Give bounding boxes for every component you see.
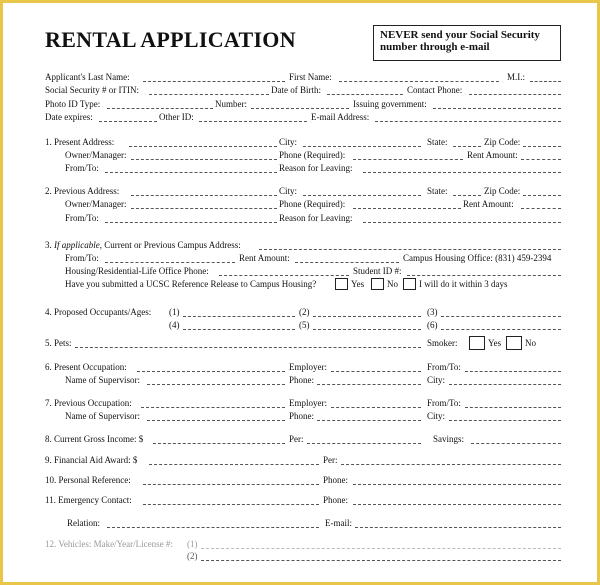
occupant-4-number: (4) [169, 320, 180, 330]
mi-field[interactable] [530, 81, 561, 82]
previous-supervisor-label: Name of Supervisor: [65, 411, 140, 421]
campus-rent-field[interactable] [295, 262, 399, 263]
mi-label: M.I.: [507, 72, 525, 82]
previous-from-to-label: From/To: [65, 213, 99, 223]
occupant-4-field[interactable] [183, 329, 295, 330]
previous-address-label: 2. Previous Address: [45, 186, 120, 196]
page-title: RENTAL APPLICATION [45, 27, 296, 52]
reference-release-question: Have you submitted a UCSC Reference Release to Campus Housing? [65, 279, 317, 289]
present-occ-city-label: City: [427, 375, 446, 385]
previous-occupation-field[interactable] [141, 407, 285, 408]
relation-label: Relation: [67, 518, 100, 528]
campus-office-phone-text: Campus Housing Office: (831) 459-2394 [403, 253, 552, 263]
previous-phone-label: Phone (Required): [279, 199, 346, 209]
previous-reason-field[interactable] [363, 222, 561, 223]
photo-id-type-field[interactable] [107, 108, 213, 109]
release-no-label: No [387, 279, 398, 289]
emergency-email-field[interactable] [355, 527, 561, 528]
emergency-phone-label: Phone: [323, 495, 349, 505]
previous-occ-city-label: City: [427, 411, 446, 421]
email-label: E-mail Address: [311, 112, 370, 122]
pets-label: 5. Pets: [45, 338, 72, 348]
occupant-6-number: (6) [427, 320, 438, 330]
reference-phone-label: Phone: [323, 475, 349, 485]
emergency-phone-field[interactable] [353, 504, 561, 505]
present-occ-from-to-field[interactable] [465, 371, 561, 372]
emergency-contact-label: 11. Emergency Contact: [45, 495, 132, 505]
smoker-no-checkbox[interactable] [506, 336, 522, 350]
other-id-field[interactable] [199, 121, 307, 122]
present-zip-field[interactable] [523, 146, 561, 147]
present-reason-label: Reason for Leaving: [279, 163, 353, 173]
present-state-label: State: [427, 137, 448, 147]
occupant-2-number: (2) [299, 307, 310, 317]
ssn-field[interactable] [149, 94, 269, 95]
savings-field[interactable] [471, 443, 561, 444]
occupant-5-number: (5) [299, 320, 310, 330]
occupant-3-field[interactable] [441, 316, 561, 317]
occupant-6-field[interactable] [441, 329, 561, 330]
previous-occ-from-to-field[interactable] [465, 407, 561, 408]
previous-occ-phone-label: Phone: [289, 411, 315, 421]
issuing-government-label: Issuing government: [353, 99, 427, 109]
occupant-1-number: (1) [169, 307, 180, 317]
present-rent-field[interactable] [521, 159, 561, 160]
present-address-field[interactable] [129, 146, 277, 147]
occupant-3-number: (3) [427, 307, 438, 317]
campus-address-field[interactable] [259, 249, 561, 250]
rental-application-page [3, 3, 597, 582]
release-yes-label: Yes [351, 279, 365, 289]
present-owner-field[interactable] [131, 159, 277, 160]
present-phone-label: Phone (Required): [279, 150, 346, 160]
present-owner-label: Owner/Manager: [65, 150, 127, 160]
campus-section-label: 3. If applicable, Current or Previous Campus Address: [45, 240, 241, 250]
dob-label: Date of Birth: [271, 85, 321, 95]
student-id-field[interactable] [407, 275, 561, 276]
present-address-label: 1. Present Address: [45, 137, 115, 147]
date-expires-label: Date expires: [45, 112, 93, 122]
previous-occupation-label: 7. Previous Occupation: [45, 398, 132, 408]
smoker-no-label: No [525, 338, 536, 348]
smoker-yes-label: Yes [488, 338, 502, 348]
previous-state-label: State: [427, 186, 448, 196]
present-reason-field[interactable] [363, 172, 561, 173]
present-rent-label: Rent Amount: [467, 150, 518, 160]
last-name-label: Applicant's Last Name: [45, 72, 130, 82]
present-employer-field[interactable] [331, 371, 421, 372]
present-from-to-field[interactable] [105, 172, 277, 173]
previous-employer-label: Employer: [289, 398, 327, 408]
previous-reason-label: Reason for Leaving: [279, 213, 353, 223]
relation-field[interactable] [107, 527, 319, 528]
occupant-2-field[interactable] [313, 316, 421, 317]
first-name-field[interactable] [339, 81, 499, 82]
id-number-field[interactable] [251, 108, 349, 109]
occupants-label: 4. Proposed Occupants/Ages: [45, 307, 152, 317]
income-per-field[interactable] [307, 443, 421, 444]
present-from-to-label: From/To: [65, 163, 99, 173]
previous-employer-field[interactable] [331, 407, 421, 408]
present-zip-label: Zip Code: [484, 137, 521, 147]
contact-phone-label: Contact Phone: [407, 85, 463, 95]
ssn-warning-box: NEVER send your Social Security number through e-mail [373, 25, 561, 61]
emergency-email-label: E-mail: [325, 518, 352, 528]
vehicle-1-field[interactable] [201, 548, 561, 549]
previous-rent-label: Rent Amount: [463, 199, 514, 209]
personal-reference-field[interactable] [143, 484, 319, 485]
vehicle-2-field[interactable] [201, 560, 561, 561]
previous-city-label: City: [279, 186, 298, 196]
present-employer-label: Employer: [289, 362, 327, 372]
first-name-label: First Name: [289, 72, 332, 82]
vehicle-2-number: (2) [187, 551, 198, 561]
previous-owner-field[interactable] [131, 208, 277, 209]
photo-id-type-label: Photo ID Type: [45, 99, 101, 109]
release-will-do-checkbox[interactable] [403, 278, 416, 290]
last-name-field[interactable] [143, 81, 285, 82]
financial-aid-label: 9. Financial Aid Award: $ [45, 455, 138, 465]
previous-zip-label: Zip Code: [484, 186, 521, 196]
present-phone-field[interactable] [353, 159, 463, 160]
smoker-yes-checkbox[interactable] [469, 336, 485, 350]
smoker-label: Smoker: [427, 338, 458, 348]
personal-reference-label: 10. Personal Reference: [45, 475, 131, 485]
pets-field[interactable] [75, 347, 421, 348]
present-occ-phone-label: Phone: [289, 375, 315, 385]
present-occupation-label: 6. Present Occupation: [45, 362, 127, 372]
present-state-field[interactable] [453, 146, 481, 147]
release-no-checkbox[interactable] [371, 278, 384, 290]
housing-office-phone-label: Housing/Residential-Life Office Phone: [65, 266, 209, 276]
present-supervisor-label: Name of Supervisor: [65, 375, 140, 385]
vehicles-label: 12. Vehicles: Make/Year/License #: [45, 539, 173, 549]
release-yes-checkbox[interactable] [335, 278, 348, 290]
previous-zip-field[interactable] [523, 195, 561, 196]
present-city-label: City: [279, 137, 298, 147]
campus-from-to-field[interactable] [105, 262, 235, 263]
reference-phone-field[interactable] [353, 484, 561, 485]
previous-phone-field[interactable] [353, 208, 461, 209]
dob-field[interactable] [327, 94, 403, 95]
id-number-label: Number: [215, 99, 247, 109]
previous-owner-label: Owner/Manager: [65, 199, 127, 209]
savings-label: Savings: [433, 434, 465, 444]
present-occupation-field[interactable] [137, 371, 285, 372]
present-supervisor-field[interactable] [147, 384, 285, 385]
income-per-label: Per: [289, 434, 304, 444]
occupant-5-field[interactable] [313, 329, 421, 330]
present-occ-city-field[interactable] [449, 384, 561, 385]
student-id-label: Student ID #: [353, 266, 402, 276]
ssn-label: Social Security # or ITIN: [45, 85, 139, 95]
issuing-government-field[interactable] [433, 108, 561, 109]
previous-occ-from-to-label: From/To: [427, 398, 461, 408]
present-occ-phone-field[interactable] [317, 384, 421, 385]
email-field[interactable] [375, 121, 561, 122]
aid-per-field[interactable] [341, 464, 561, 465]
date-expires-field[interactable] [99, 121, 157, 122]
release-will-do-label: I will do it within 3 days [419, 279, 508, 289]
previous-rent-field[interactable] [521, 208, 561, 209]
previous-supervisor-field[interactable] [147, 420, 285, 421]
income-label: 8. Current Gross Income: $ [45, 434, 144, 444]
vehicle-1-number: (1) [187, 539, 198, 549]
other-id-label: Other ID: [159, 112, 194, 122]
emergency-contact-field[interactable] [143, 504, 319, 505]
previous-occ-city-field[interactable] [449, 420, 561, 421]
previous-from-to-field[interactable] [105, 222, 277, 223]
aid-per-label: Per: [323, 455, 338, 465]
campus-rent-label: Rent Amount: [239, 253, 290, 263]
previous-city-field[interactable] [303, 195, 421, 196]
housing-office-phone-field[interactable] [219, 275, 349, 276]
income-field[interactable] [153, 443, 285, 444]
previous-occ-phone-field[interactable] [317, 420, 421, 421]
present-city-field[interactable] [303, 146, 421, 147]
campus-from-to-label: From/To: [65, 253, 99, 263]
previous-address-field[interactable] [131, 195, 277, 196]
previous-state-field[interactable] [453, 195, 481, 196]
financial-aid-field[interactable] [149, 464, 319, 465]
contact-phone-field[interactable] [469, 94, 561, 95]
present-occ-from-to-label: From/To: [427, 362, 461, 372]
occupant-1-field[interactable] [183, 316, 295, 317]
